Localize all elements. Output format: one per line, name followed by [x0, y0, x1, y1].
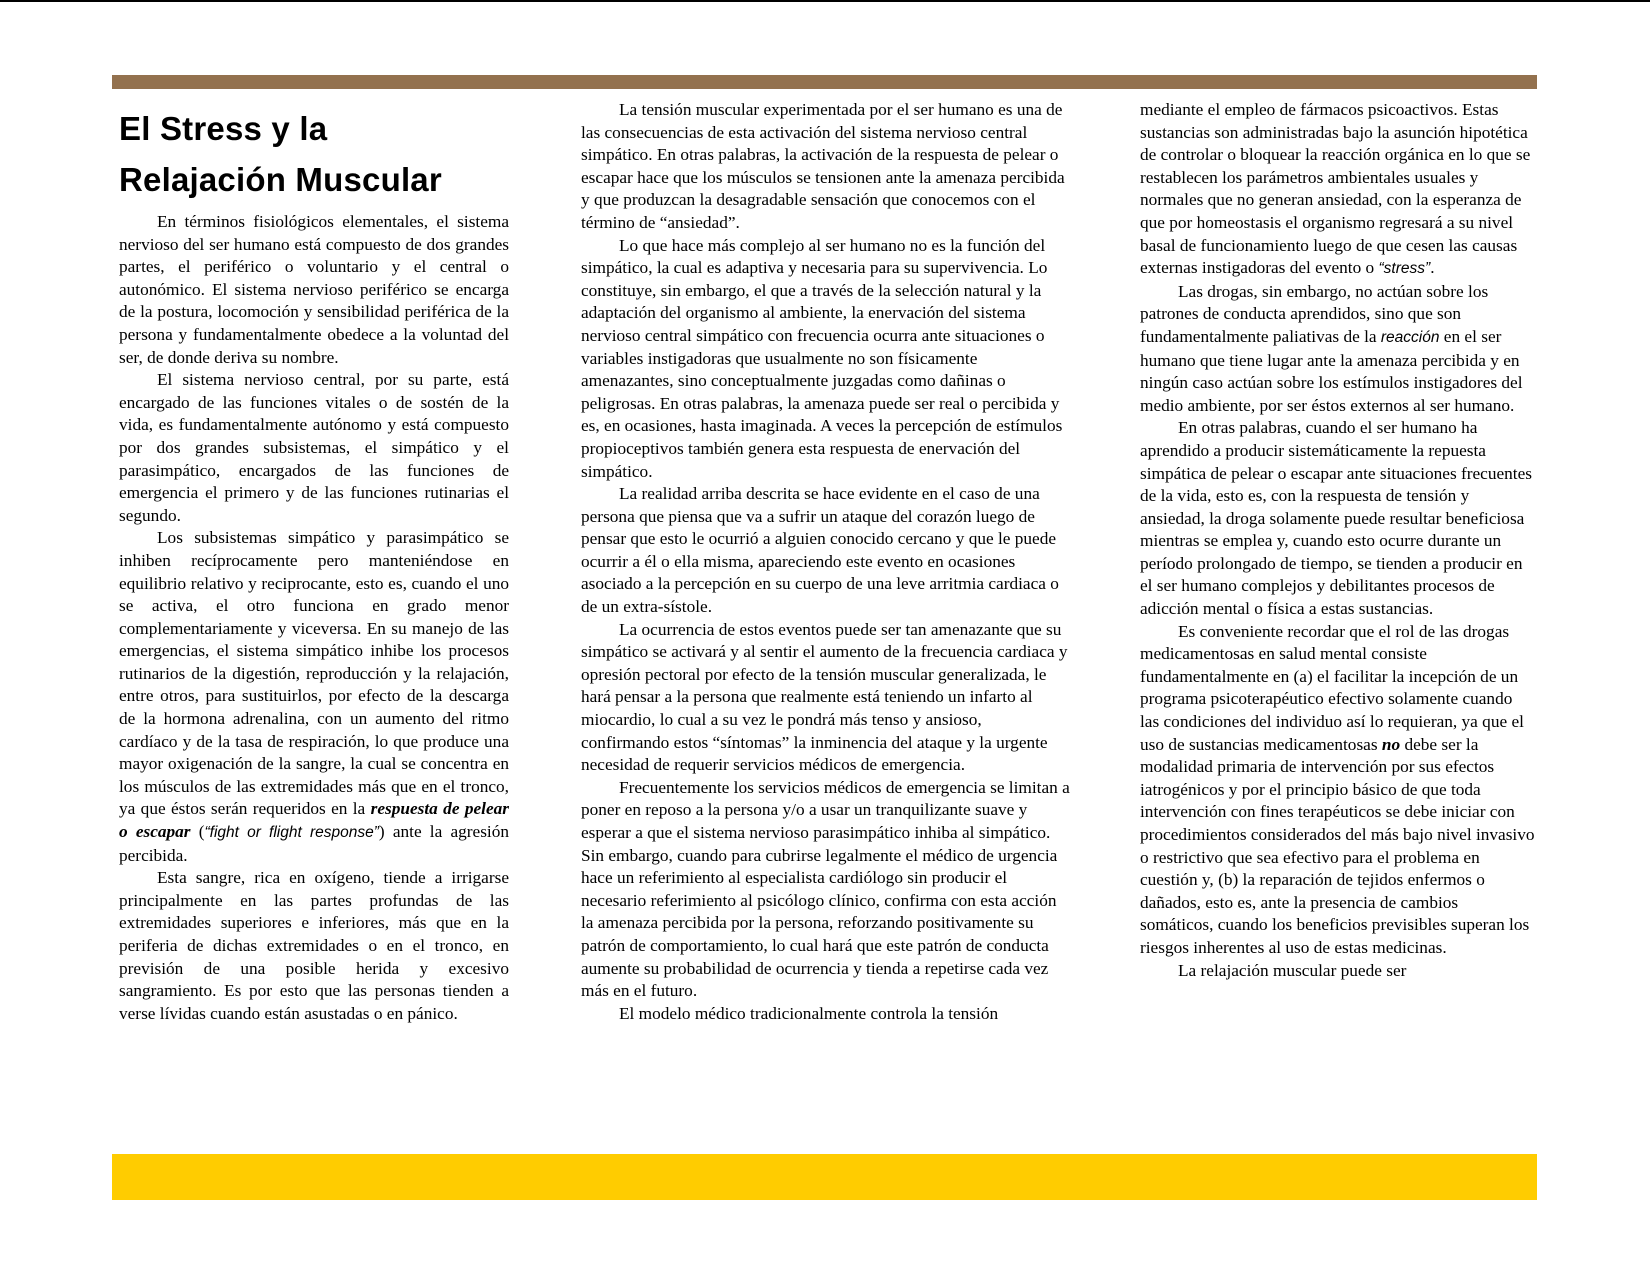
- paragraph: [1140, 99, 1535, 281]
- paragraph: La realidad arriba descrita se hace evidente en el caso de una persona que piensa que va a sufrir un ataque del corazón luego de pensar que esto le ocurrió a alguien conocido cercano y que le puede ocurrir a él o ella misma, apareciendo este evento en ocasiones asociado a la percepción en su cuerpo de una leve arritmia cardiaca o de un extra-sístole.: [581, 484, 1059, 617]
- column-3: [1140, 99, 1535, 982]
- paragraph: Esta sangre, rica en oxígeno, tiende a irrigarse principalmente en las partes profundas de las extremidades superiores e inferiores, más que en la periferia de dichas extremidades o en el tronco, en previsión de una posible herida y excesivo sangramiento. Es por esto que las personas tienden a verse lívidas cuando están asustadas o en pánico.: [119, 868, 509, 1023]
- emphasis-italic: “stress”: [1378, 260, 1431, 278]
- top-decorative-bar: [112, 75, 1537, 89]
- text-run: en el ser humano que tiene lugar ante la amenaza percibida y en ningún caso actúan sobre los estímulos instigadores del medio ambiente, por ser éstos externos al ser humano.: [1140, 326, 1523, 415]
- text-run: Los subsistemas simpático y parasimpático se inhiben recíprocamente pero manteniéndose en equilibrio relativo y reciprocante, esto es, cuando el uno se activa, el otro funciona en grado menor complementariamente y viceversa. En su manejo de las emergencias, el sistema simpático inhibe los procesos rutinarios de la digestión, reproducción y la relajación, entre otros, para sustituirlos, por efecto de la descarga de la hormona adrenalina, con un aumento del ritmo cardíaco y de la tasa de respiración, lo que produce una mayor oxigenación de la sangre, la cual se concentra en los músculos de las extremidades más que en el tronco, ya que éstos serán requeridos en la: [119, 528, 509, 819]
- paragraph: En términos fisiológicos elementales, el sistema nervioso del ser humano está compuesto de dos grandes partes, el periférico o voluntario y el central o autonómico. El sistema nervioso periférico se encarga de la postura, locomoción y sensibilidad periférica de la persona y fundamentalmente obedece a la voluntad del ser, de donde deriva su nombre.: [119, 212, 509, 367]
- paragraph: Lo que hace más complejo al ser humano no es la función del simpático, la cual es adaptiva y necesaria para su supervivencia. Lo constituye, sin embargo, el que a través de la selección natural y la adaptación del organismo al ambiente, la enervación del sistema nervioso central simpático con frecuencia ocurra ante situaciones o variables instigadoras que usualmente no son físicamente amenazantes, sino conceptualmente juzgadas como dañinas o peligrosas. En otras palabras, la amenaza puede ser real o percibida y es, en ocasiones, hasta imaginada. A veces la percepción de estímulos propioceptivos también genera esta respuesta de enervación del simpático.: [581, 235, 1063, 481]
- paragraph: En otras palabras, cuando el ser humano ha aprendido a producir sistemáticamente la repuesta simpática de pelear o escapar ante situaciones frecuentes de la vida, esto es, con la respuesta de tensión y ansiedad, la droga solamente puede resultar beneficiosa mientras se emplea y, cuando esto ocurre durante un período prolongado de tiempo, se tienden a producir en el ser humano complejos y debilitantes procesos de adicción mental o física a estas sustancias.: [1140, 418, 1532, 619]
- column-1: [119, 99, 509, 1025]
- paragraph: [1140, 281, 1535, 418]
- bottom-decorative-bar: [112, 1154, 1537, 1200]
- text-run: mediante el empleo de fármacos psicoactivos. Estas sustancias son administradas bajo la asunción hipotética de controlar o bloquear la reacción orgánica en lo que se restablecen los parámetros ambientales usuales y normales que no generan ansiedad, con la esperanza de que por homeostasis el organismo regresará a su nivel basal de funcionamiento luego de que cesen las causas externas instigadoras del evento o: [1140, 100, 1531, 278]
- paragraph: [119, 527, 509, 867]
- text-run: (: [190, 822, 205, 842]
- text-run: ) ante la agresión percibida.: [119, 822, 510, 865]
- emphasis-italic: reacción: [1380, 328, 1440, 346]
- page-top-border: [0, 0, 1650, 2]
- paragraph: La tensión muscular experimentada por el ser humano es una de las consecuencias de esta activación del sistema nervioso central simpático. En otras palabras, la activación de la respuesta de pelear o escapar hace que los músculos se tensionen ante la amenaza percibida y que produzcan la desagradable sensación que conocemos con el término de “ansiedad”.: [581, 100, 1065, 232]
- emphasis-italic: “fight or flight response”: [204, 824, 379, 842]
- paragraph: El modelo médico tradicionalmente controla la tensión: [619, 1003, 999, 1023]
- text-run: Es conveniente recordar que el rol de las drogas medicamentosas en salud mental consiste fundamentalmente en (a) el facilitar la incepción de un programa psicoterapéutico efectivo solamente cuando las condiciones del individuo así lo requieran, ya que el uso de sustancias medicamentosas: [1140, 621, 1524, 754]
- paragraph: La ocurrencia de estos eventos puede ser tan amenazante que su simpático se activará y al sentir el aumento de la frecuencia cardiaca y opresión pectoral por efecto de la tensión muscular generalizada, le hará pensar a la persona que realmente está teniendo un infarto al miocardio, lo cual a su vez le pondrá más tenso y ansioso, confirmando estos “síntomas” la inminencia del ataque y la urgente necesidad de requerir servicios médicos de emergencia.: [581, 619, 1068, 775]
- title-line-1: El Stress y la: [119, 110, 328, 147]
- paragraph: El sistema nervioso central, por su parte, está encargado de las funciones vitales o de sostén de la vida, es fundamentalmente autónomo y está compuesto por dos grandes subsistemas, el simpático y el parasimpático, encargados de las funciones de emergencia el primero y de las funciones rutinarias el segundo.: [119, 370, 509, 525]
- text-run: .: [1430, 258, 1435, 278]
- paragraph: Frecuentemente los servicios médicos de emergencia se limitan a poner en reposo a la persona y/o a usar un tranquilizante suave y esperar a que el sistema nervioso parasimpático inhiba al simpático. Sin embargo, cuando para cubrirse legalmente el médico de urgencia hace un referimiento al especialista cardiólogo sin producir el necesario referimiento al psicólogo clínico, confirma con esta acción la amenaza percibida por la persona, reforzando positivamente su patrón de comportamiento, lo cual hará que este patrón de conducta aumente su probabilidad de ocurrencia y tienda a repetirse cada vez más en el futuro.: [581, 777, 1070, 1001]
- emphasis-bold: respuesta de pelear o escapar: [119, 799, 510, 842]
- column-2: [581, 99, 1071, 1025]
- article-title: [119, 103, 509, 205]
- text-run: Las drogas, sin embargo, no actúan sobre los patrones de conducta aprendidos, sino que son fundamentalmente paliativas de la: [1140, 281, 1489, 346]
- title-line-2: Relajación Muscular: [119, 161, 442, 198]
- paragraph: [1140, 621, 1535, 960]
- paragraph: La relajación muscular puede ser: [1178, 960, 1407, 980]
- text-run: debe ser la modalidad primaria de intervención por sus efectos iatrogénicos y por el principio básico de que toda intervención con fines terapéuticos se debe iniciar con procedimientos considerados del más bajo nivel invasivo o restrictivo que sea efectivo para el problema en cuestión y, (b) la reparación de tejidos enfermos o dañados, esto es, ante la presencia de cambios somáticos, cuando los beneficios previsibles superan los riesgos inherentes al uso de estas medicinas.: [1140, 734, 1535, 957]
- emphasis-bold: no: [1381, 734, 1401, 754]
